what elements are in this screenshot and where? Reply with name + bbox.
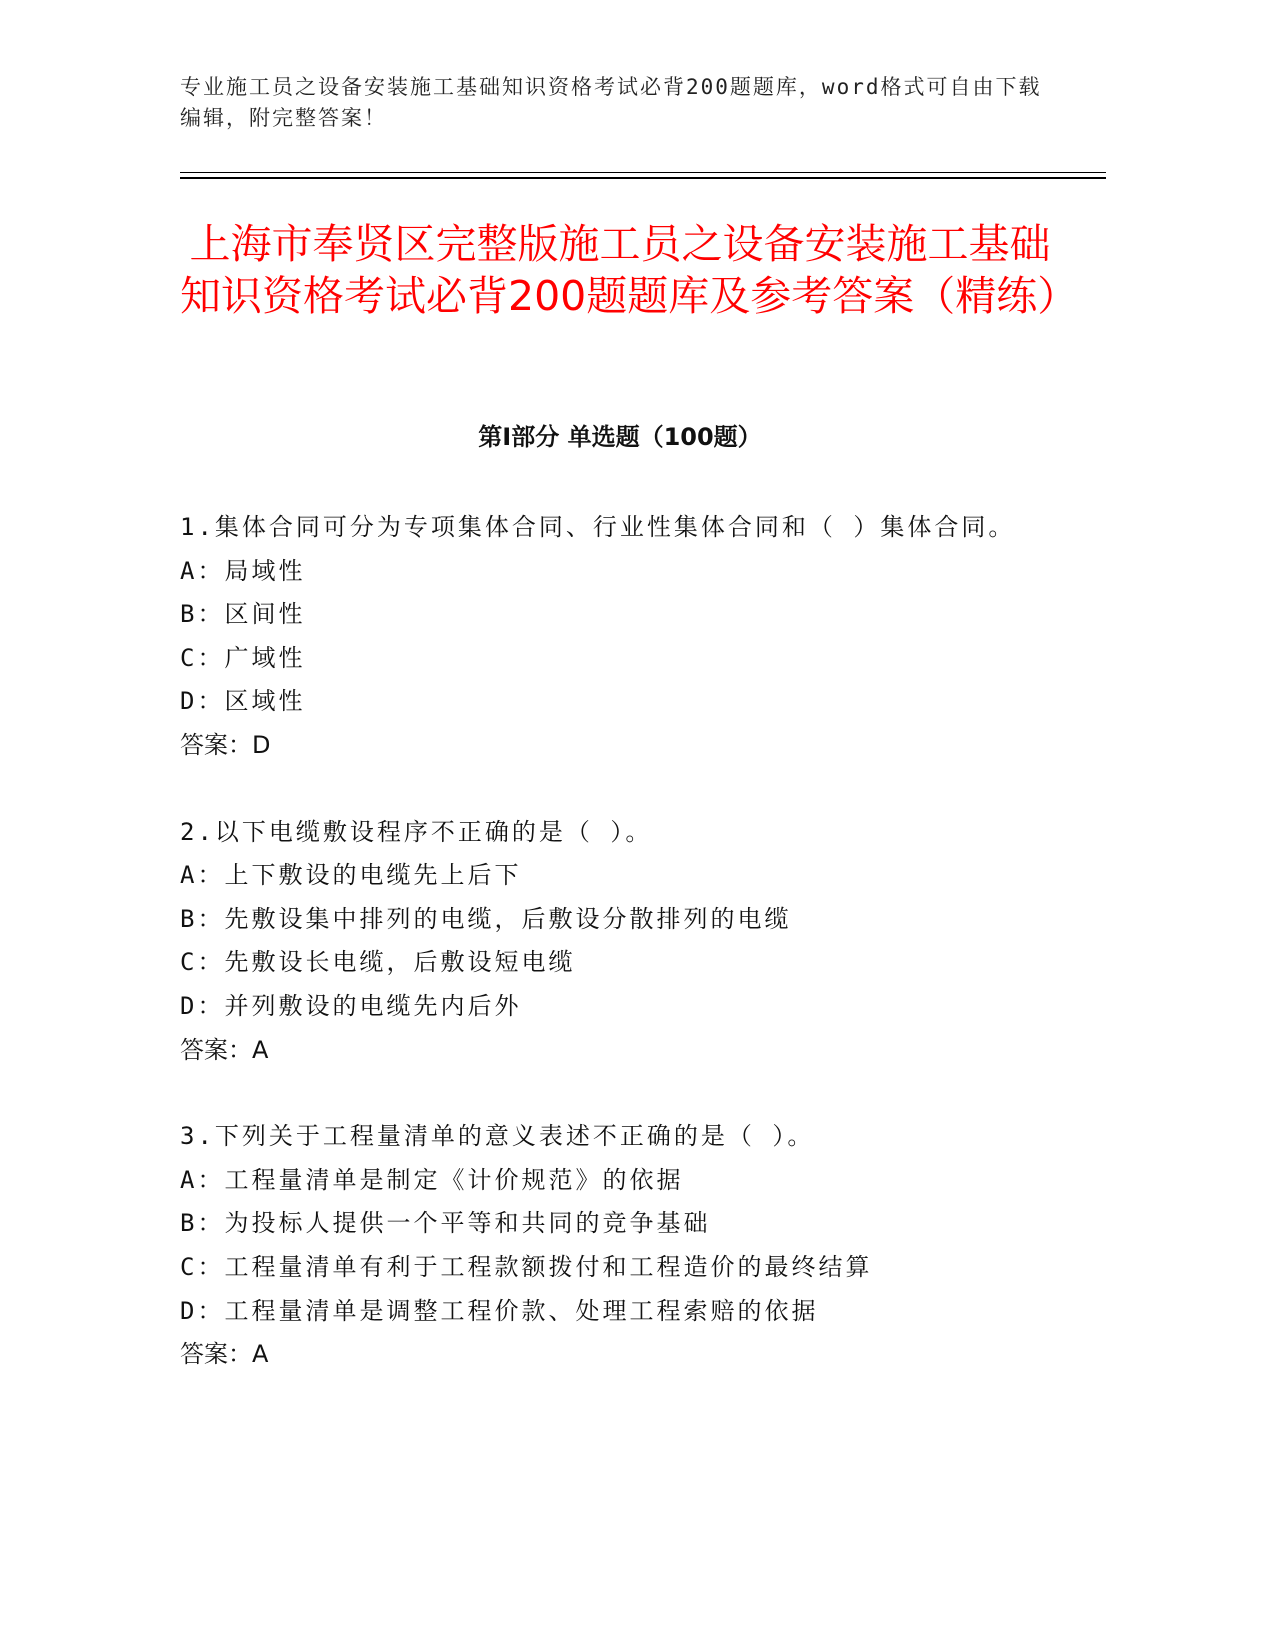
question-stem: 3.下列关于工程量清单的意义表述不正确的是（ ）。	[180, 1122, 815, 1151]
option-a: A：工程量清单是制定《计价规范》的依据	[180, 1165, 684, 1194]
question-2	[180, 811, 1080, 1073]
option-a: A：局域性	[180, 556, 306, 585]
section-heading: 第Ⅰ部分 单选题（100题）	[478, 423, 762, 451]
option-c: C：工程量清单有利于工程款额拨付和工程造价的最终结算	[180, 1252, 873, 1281]
header-divider-thin	[180, 172, 1106, 173]
header-divider-thick	[180, 177, 1106, 179]
question-3	[180, 1115, 1080, 1377]
header-note: 专业施工员之设备安装施工基础知识资格考试必背200题题库，word格式可自由下载编辑，附完整答案！	[180, 75, 1042, 130]
answer: 答案：A	[180, 1340, 269, 1369]
question-1	[180, 506, 1080, 768]
option-b: B：为投标人提供一个平等和共同的竞争基础	[180, 1209, 711, 1238]
option-a: A：上下敷设的电缆先上后下	[180, 861, 522, 890]
question-stem: 2.以下电缆敷设程序不正确的是（ ）。	[180, 817, 653, 846]
option-d: D：工程量清单是调整工程价款、处理工程索赔的依据	[180, 1296, 819, 1325]
option-c: C：广域性	[180, 643, 306, 672]
question-list	[180, 506, 1080, 1420]
option-d: D：并列敷设的电缆先内后外	[180, 991, 522, 1020]
document-title: 上海市奉贤区完整版施工员之设备安装施工基础知识资格考试必背200题题库及参考答案（精练）	[180, 220, 1079, 320]
option-b: B：区间性	[180, 600, 306, 629]
answer: 答案：A	[180, 1035, 269, 1064]
option-c: C：先敷设长电缆，后敷设短电缆	[180, 948, 576, 977]
answer: 答案：D	[180, 730, 271, 759]
option-d: D：区域性	[180, 687, 306, 716]
question-stem: 1.集体合同可分为专项集体合同、行业性集体合同和（ ）集体合同。	[180, 513, 1016, 541]
option-b: B：先敷设集中排列的电缆，后敷设分散排列的电缆	[180, 904, 792, 933]
